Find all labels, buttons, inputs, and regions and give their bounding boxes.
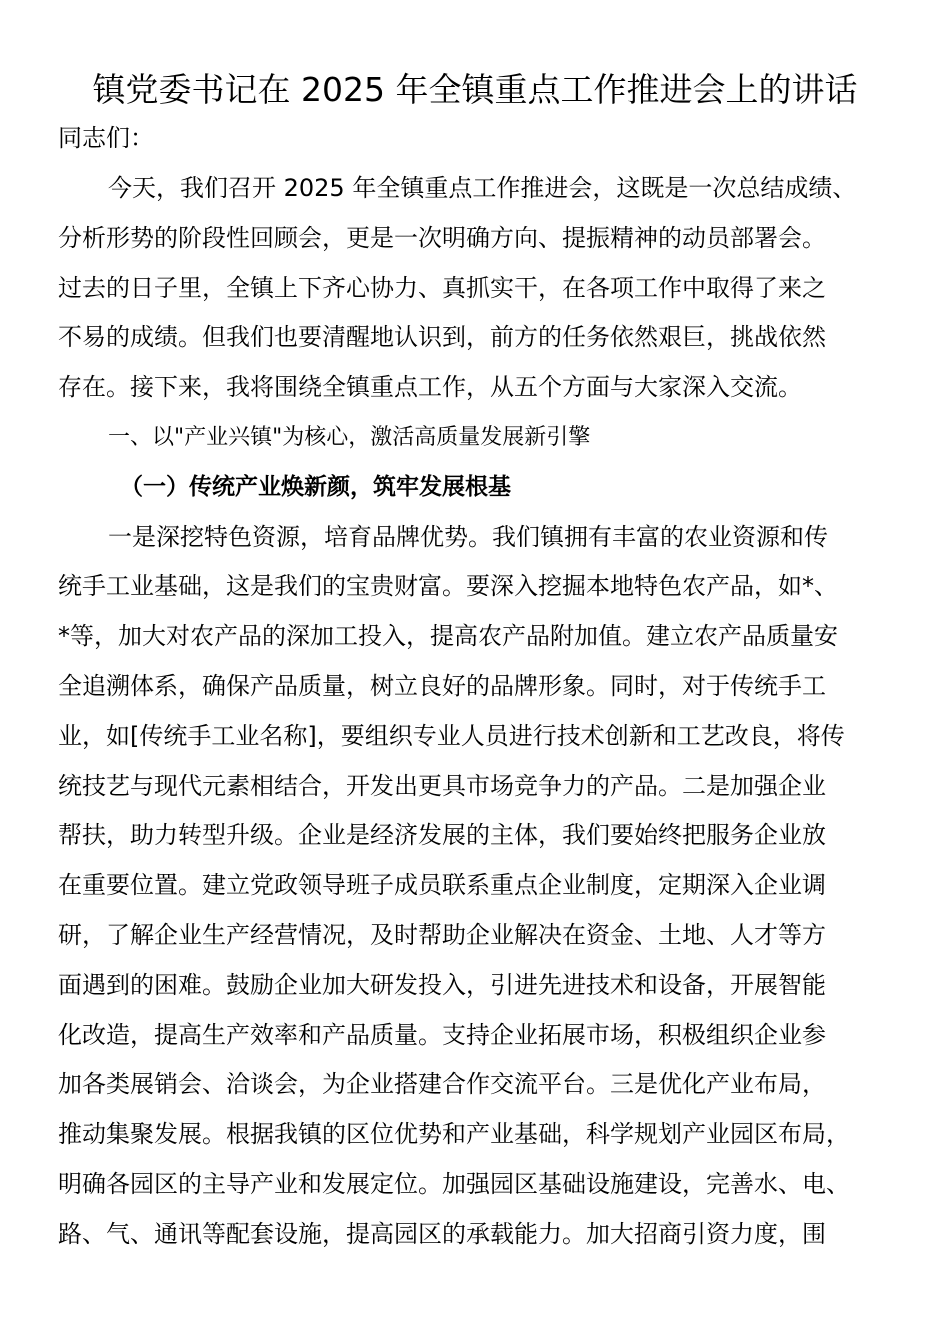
paragraph-line: 分析形势的阶段性回顾会，更是一次明确方向、提振精神的动员部署会。 [58,223,826,252]
document-body [58,164,892,1260]
paragraph-line: 一是深挖特色资源，培育品牌优势。我们镇拥有丰富的农业资源和传 [108,522,828,551]
paragraph-line: *等，加大对农产品的深加工投入，提高农产品附加值。建立农产品质量安 [58,622,838,651]
paragraph-line: 统技艺与现代元素相结合，开发出更具市场竞争力的产品。二是加强企业 [58,771,826,800]
salutation: 同志们： [58,124,154,152]
paragraph-line: 明确各园区的主导产业和发展定位。加强园区基础设施建设，完善水、电、 [58,1169,850,1198]
paragraph-line: 化改造，提高生产效率和产品质量。支持企业拓展市场，积极组织企业参 [58,1020,826,1049]
paragraph-line: 今天，我们召开 2025 年全镇重点工作推进会，这既是一次总结成绩、 [108,174,857,202]
paragraph-line: 不易的成绩。但我们也要清醒地认识到，前方的任务依然艰巨，挑战依然 [58,323,826,352]
paragraph-line: 面遇到的困难。鼓励企业加大研发投入，引进先进技术和设备，开展智能 [58,970,826,999]
paragraph-line: 在重要位置。建立党政领导班子成员联系重点企业制度，定期深入企业调 [58,871,826,900]
paragraph-line: 加各类展销会、洽谈会，为企业搭建合作交流平台。三是优化产业布局， [58,1070,826,1099]
paragraph-line: 帮扶，助力转型升级。企业是经济发展的主体，我们要始终把服务企业放 [58,821,826,850]
paragraph-line: 全追溯体系，确保产品质量，树立良好的品牌形象。同时，对于传统手工 [58,671,826,700]
section-heading: 一、以"产业兴镇"为核心，激活高质量发展新引擎 [108,424,591,450]
paragraph-line: 业，如[传统手工业名称]，要组织专业人员进行技术创新和工艺改良，将传 [58,721,845,750]
paragraph-line: 存在。接下来，我将围绕全镇重点工作，从五个方面与大家深入交流。 [58,373,802,402]
paragraph-line: 推动集聚发展。根据我镇的区位优势和产业基础，科学规划产业园区布局， [58,1120,850,1149]
paragraph-line: 过去的日子里，全镇上下齐心协力、真抓实干，在各项工作中取得了来之 [58,273,826,302]
paragraph-line: 统手工业基础，这是我们的宝贵财富。要深入挖掘本地特色农产品，如*、 [58,572,838,601]
paragraph-line: 路、气、通讯等配套设施，提高园区的承载能力。加大招商引资力度，围 [58,1219,826,1248]
paragraph-line: 研，了解企业生产经营情况，及时帮助企业解决在资金、土地、人才等方 [58,920,826,949]
subsection-heading: （一）传统产业焕新颜，筑牢发展根基 [120,473,511,500]
document-title: 镇党委书记在 2025 年全镇重点工作推进会上的讲话 [92,70,858,109]
